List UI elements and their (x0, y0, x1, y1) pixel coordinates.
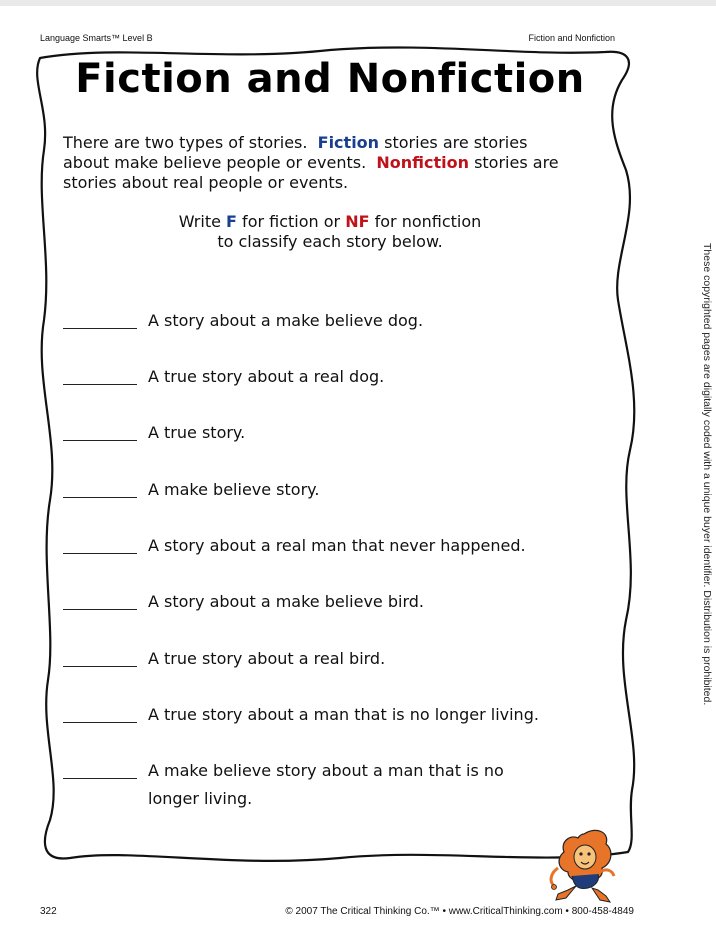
question-text: A true story. (148, 423, 246, 442)
copyright-side-note (700, 243, 713, 706)
copyright-side-note-text: These copyrighted pages are digitally coded with a unique buyer identifier. Distribution is prohibited. (701, 243, 713, 706)
answer-blank[interactable] (63, 778, 137, 779)
nonfiction-keyword: Nonfiction (376, 153, 469, 172)
intro-line-3: stories about real people or events. (63, 173, 349, 192)
nonfiction-code: NF (345, 212, 370, 231)
intro-line-1 (63, 133, 603, 153)
question-text: A true story about a real bird. (148, 649, 386, 668)
intro-line-1-b: stories are stories (379, 133, 528, 152)
intro-line-2-b: stories are (468, 153, 559, 172)
intro-paragraph (63, 133, 603, 193)
lion-mascot-icon (544, 828, 616, 906)
footer-copyright: © 2007 The Critical Thinking Co.™ • www.CriticalThinking.com • 800-458-4849 (285, 906, 634, 917)
page-title (0, 56, 660, 102)
page-number: 322 (40, 906, 57, 917)
answer-blank[interactable] (63, 497, 137, 498)
question-text: A make believe story. (148, 480, 320, 499)
fiction-code: F (226, 212, 237, 231)
question-text: A make believe story about a man that is no longer living. (148, 761, 504, 808)
answer-blank[interactable] (63, 722, 137, 723)
question-text: A story about a make believe dog. (148, 311, 424, 330)
question-text: A true story about a real dog. (148, 367, 385, 386)
answer-blank[interactable] (63, 440, 137, 441)
intro-line-2 (63, 153, 603, 173)
question-text: A story about a make believe bird. (148, 592, 424, 611)
header-topic-label: Fiction and Nonfiction (528, 33, 615, 43)
instructions-for-nonfiction: for nonfiction (369, 212, 482, 231)
instructions-line-2: to classify each story below. (217, 232, 443, 251)
answer-blank[interactable] (63, 328, 137, 329)
question-text: A true story about a man that is no longer living. (148, 705, 539, 724)
answer-blank[interactable] (63, 666, 137, 667)
answer-blank[interactable] (63, 553, 137, 554)
fiction-keyword: Fiction (317, 133, 380, 152)
header-series-label: Language Smarts™ Level B (40, 33, 153, 43)
instructions-line-1 (120, 212, 540, 232)
page-title-text: Fiction and Nonfiction (75, 56, 585, 102)
question-text: A story about a real man that never happened. (148, 536, 526, 555)
instructions-for-fiction: for fiction or (236, 212, 346, 231)
instructions-write: Write (178, 212, 227, 231)
instructions (120, 212, 540, 252)
intro-line-1-a: There are two types of stories. (63, 133, 308, 152)
answer-blank[interactable] (63, 609, 137, 610)
intro-line-2-a: about make believe people or events. (63, 153, 367, 172)
answer-blank[interactable] (63, 384, 137, 385)
